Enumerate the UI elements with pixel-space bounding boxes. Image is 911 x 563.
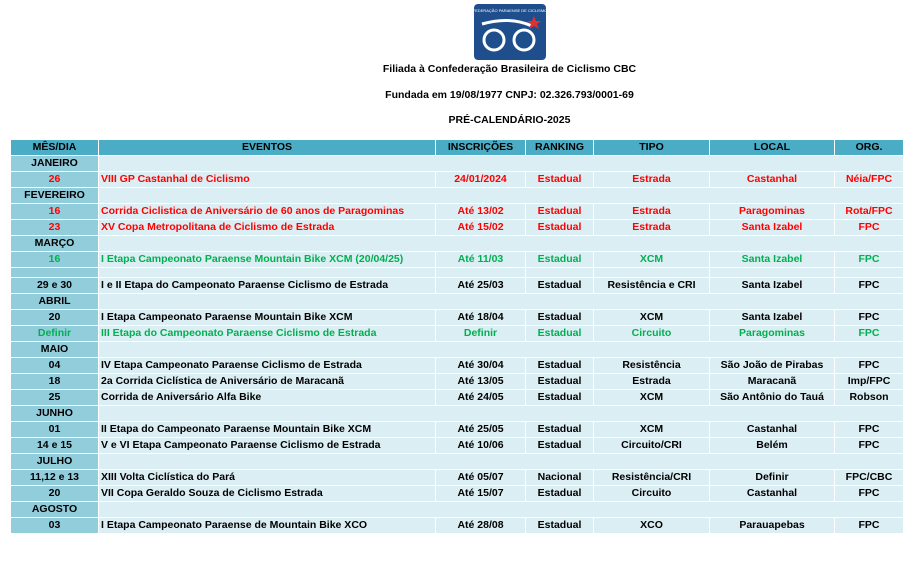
ranking-cell: Estadual <box>526 278 594 294</box>
table-header-row <box>11 140 904 156</box>
registration-cell: Até 18/04 <box>436 310 526 326</box>
event-name-cell: VII Copa Geraldo Souza de Ciclismo Estrada <box>99 486 436 502</box>
month-label: ABRIL <box>11 294 99 310</box>
col-header-organizer: ORG. <box>835 140 904 156</box>
event-row <box>11 278 904 294</box>
location-cell: Parauapebas <box>710 518 835 534</box>
event-name-cell: I Etapa Campeonato Paraense de Mountain Bike XCO <box>99 518 436 534</box>
location-cell: Definir <box>710 470 835 486</box>
registration-cell: Até 05/07 <box>436 470 526 486</box>
event-name-cell: Corrida de Aniversário Alfa Bike <box>99 390 436 406</box>
ranking-cell: Estadual <box>526 358 594 374</box>
organizer-cell: FPC/CBC <box>835 470 904 486</box>
spacer-cell <box>11 268 99 278</box>
month-label: JUNHO <box>11 406 99 422</box>
event-row <box>11 358 904 374</box>
organizer-cell: FPC <box>835 252 904 268</box>
event-name-cell: I e II Etapa do Campeonato Paraense Ciclismo de Estrada <box>99 278 436 294</box>
day-cell: 23 <box>11 220 99 236</box>
day-cell: 18 <box>11 374 99 390</box>
month-row-fill <box>99 294 904 310</box>
day-cell: Definir <box>11 326 99 342</box>
col-header-month-day: MÊS/DIA <box>11 140 99 156</box>
ranking-cell: Estadual <box>526 438 594 454</box>
event-name-cell: II Etapa do Campeonato Paraense Mountain Bike XCM <box>99 422 436 438</box>
calendar-table <box>10 139 904 534</box>
registration-cell: Até 15/02 <box>436 220 526 236</box>
ranking-cell: Nacional <box>526 470 594 486</box>
month-row-fill <box>99 406 904 422</box>
event-name-cell: 2a Corrida Ciclística de Aniversário de Maracanã <box>99 374 436 390</box>
location-cell: São João de Pirabas <box>710 358 835 374</box>
event-name-cell: I Etapa Campeonato Paraense Mountain Bike XCM <box>99 310 436 326</box>
day-cell: 20 <box>11 310 99 326</box>
calendar-body <box>11 156 904 534</box>
col-header-events: EVENTOS <box>99 140 436 156</box>
month-row-fill <box>99 454 904 470</box>
type-cell: XCO <box>594 518 710 534</box>
month-label: MARÇO <box>11 236 99 252</box>
day-cell: 11,12 e 13 <box>11 470 99 486</box>
event-row <box>11 390 904 406</box>
day-cell: 04 <box>11 358 99 374</box>
event-name-cell: III Etapa do Campeonato Paraense Ciclismo de Estrada <box>99 326 436 342</box>
spacer-cell <box>436 268 526 278</box>
month-row-fill <box>99 156 904 172</box>
type-cell: XCM <box>594 390 710 406</box>
month-row-fill <box>99 236 904 252</box>
location-cell: São Antônio do Tauá <box>710 390 835 406</box>
day-cell: 20 <box>11 486 99 502</box>
event-row <box>11 204 904 220</box>
founding-line: Fundada em 19/08/1977 CNPJ: 02.326.793/0001-69 <box>385 89 634 101</box>
month-row <box>11 502 904 518</box>
organizer-cell: FPC <box>835 278 904 294</box>
type-cell: XCM <box>594 422 710 438</box>
event-row <box>11 470 904 486</box>
event-row <box>11 422 904 438</box>
event-row <box>11 486 904 502</box>
col-header-type: TIPO <box>594 140 710 156</box>
event-row <box>11 326 904 342</box>
type-cell: Resistência/CRI <box>594 470 710 486</box>
location-cell: Santa Izabel <box>710 220 835 236</box>
ranking-cell: Estadual <box>526 326 594 342</box>
spacer-cell <box>526 268 594 278</box>
type-cell: Circuito <box>594 326 710 342</box>
federation-logo <box>472 2 548 62</box>
ranking-cell: Estadual <box>526 172 594 188</box>
event-row <box>11 252 904 268</box>
organizer-cell: Imp/FPC <box>835 374 904 390</box>
col-header-location: LOCAL <box>710 140 835 156</box>
month-row <box>11 342 904 358</box>
type-cell: Circuito <box>594 486 710 502</box>
event-row <box>11 310 904 326</box>
day-cell: 26 <box>11 172 99 188</box>
spacer-cell <box>594 268 710 278</box>
registration-cell: Até 13/02 <box>436 204 526 220</box>
type-cell: Estrada <box>594 204 710 220</box>
event-row <box>11 220 904 236</box>
spacer-cell <box>99 268 436 278</box>
registration-cell: 24/01/2024 <box>436 172 526 188</box>
day-cell: 14 e 15 <box>11 438 99 454</box>
ranking-cell: Estadual <box>526 422 594 438</box>
month-label: MAIO <box>11 342 99 358</box>
organizer-cell: FPC <box>835 486 904 502</box>
event-name-cell: V e VI Etapa Campeonato Paraense Ciclismo de Estrada <box>99 438 436 454</box>
location-cell: Castanhal <box>710 422 835 438</box>
location-cell: Belém <box>710 438 835 454</box>
spacer-cell <box>710 268 835 278</box>
month-row <box>11 406 904 422</box>
registration-cell: Até 30/04 <box>436 358 526 374</box>
month-row <box>11 236 904 252</box>
event-row <box>11 172 904 188</box>
registration-cell: Até 25/03 <box>436 278 526 294</box>
type-cell: Circuito/CRI <box>594 438 710 454</box>
registration-cell: Até 28/08 <box>436 518 526 534</box>
month-label: JULHO <box>11 454 99 470</box>
organizer-cell: Néia/FPC <box>835 172 904 188</box>
spacer-row <box>11 268 904 278</box>
col-header-ranking: RANKING <box>526 140 594 156</box>
ranking-cell: Estadual <box>526 220 594 236</box>
day-cell: 01 <box>11 422 99 438</box>
location-cell: Castanhal <box>710 172 835 188</box>
ranking-cell: Estadual <box>526 204 594 220</box>
type-cell: Estrada <box>594 172 710 188</box>
type-cell: Estrada <box>594 220 710 236</box>
spacer-cell <box>835 268 904 278</box>
event-name-cell: I Etapa Campeonato Paraense Mountain Bike XCM (20/04/25) <box>99 252 436 268</box>
organizer-cell: FPC <box>835 422 904 438</box>
event-row <box>11 438 904 454</box>
location-cell: Santa Izabel <box>710 252 835 268</box>
type-cell: XCM <box>594 310 710 326</box>
month-row <box>11 294 904 310</box>
location-cell: Maracanã <box>710 374 835 390</box>
month-row-fill <box>99 502 904 518</box>
day-cell: 29 e 30 <box>11 278 99 294</box>
month-row-fill <box>99 188 904 204</box>
location-cell: Castanhal <box>710 486 835 502</box>
ranking-cell: Estadual <box>526 310 594 326</box>
location-cell: Paragominas <box>710 326 835 342</box>
day-cell: 16 <box>11 252 99 268</box>
type-cell: XCM <box>594 252 710 268</box>
ranking-cell: Estadual <box>526 518 594 534</box>
organizer-cell: FPC <box>835 220 904 236</box>
logo-caption: FEDERAÇÃO PARAENSE DE CICLISMO <box>472 8 548 13</box>
day-cell: 25 <box>11 390 99 406</box>
month-row <box>11 454 904 470</box>
month-row <box>11 188 904 204</box>
organizer-cell: FPC <box>835 358 904 374</box>
ranking-cell: Estadual <box>526 252 594 268</box>
registration-cell: Até 24/05 <box>436 390 526 406</box>
month-label: AGOSTO <box>11 502 99 518</box>
organizer-cell: Robson <box>835 390 904 406</box>
registration-cell: Até 11/03 <box>436 252 526 268</box>
organizer-cell: FPC <box>835 518 904 534</box>
registration-cell: Até 13/05 <box>436 374 526 390</box>
registration-cell: Até 10/06 <box>436 438 526 454</box>
col-header-registrations: INSCRIÇÕES <box>436 140 526 156</box>
day-cell: 03 <box>11 518 99 534</box>
organizer-cell: FPC <box>835 310 904 326</box>
month-label: FEVEREIRO <box>11 188 99 204</box>
location-cell: Paragominas <box>710 204 835 220</box>
event-row <box>11 374 904 390</box>
registration-cell: Definir <box>436 326 526 342</box>
month-label: JANEIRO <box>11 156 99 172</box>
type-cell: Estrada <box>594 374 710 390</box>
organizer-cell: FPC <box>835 326 904 342</box>
event-name-cell: XV Copa Metropolitana de Ciclismo de Estrada <box>99 220 436 236</box>
month-row <box>11 156 904 172</box>
event-row <box>11 518 904 534</box>
organizer-cell: FPC <box>835 438 904 454</box>
type-cell: Resistência <box>594 358 710 374</box>
event-name-cell: XIII Volta Ciclística do Pará <box>99 470 436 486</box>
event-name-cell: VIII GP Castanhal de Ciclismo <box>99 172 436 188</box>
event-name-cell: Corrida Ciclistica de Aniversário de 60 anos de Paragominas <box>99 204 436 220</box>
location-cell: Santa Izabel <box>710 278 835 294</box>
registration-cell: Até 25/05 <box>436 422 526 438</box>
day-cell: 16 <box>11 204 99 220</box>
registration-cell: Até 15/07 <box>436 486 526 502</box>
location-cell: Santa Izabel <box>710 310 835 326</box>
ranking-cell: Estadual <box>526 486 594 502</box>
event-name-cell: IV Etapa Campeonato Paraense Ciclismo de Estrada <box>99 358 436 374</box>
month-row-fill <box>99 342 904 358</box>
organizer-cell: Rota/FPC <box>835 204 904 220</box>
calendar-title: PRÉ-CALENDÁRIO-2025 <box>448 114 571 126</box>
affiliation-line: Filiada à Confederação Brasileira de Ciclismo CBC <box>382 63 637 75</box>
ranking-cell: Estadual <box>526 374 594 390</box>
ranking-cell: Estadual <box>526 390 594 406</box>
type-cell: Resistência e CRI <box>594 278 710 294</box>
